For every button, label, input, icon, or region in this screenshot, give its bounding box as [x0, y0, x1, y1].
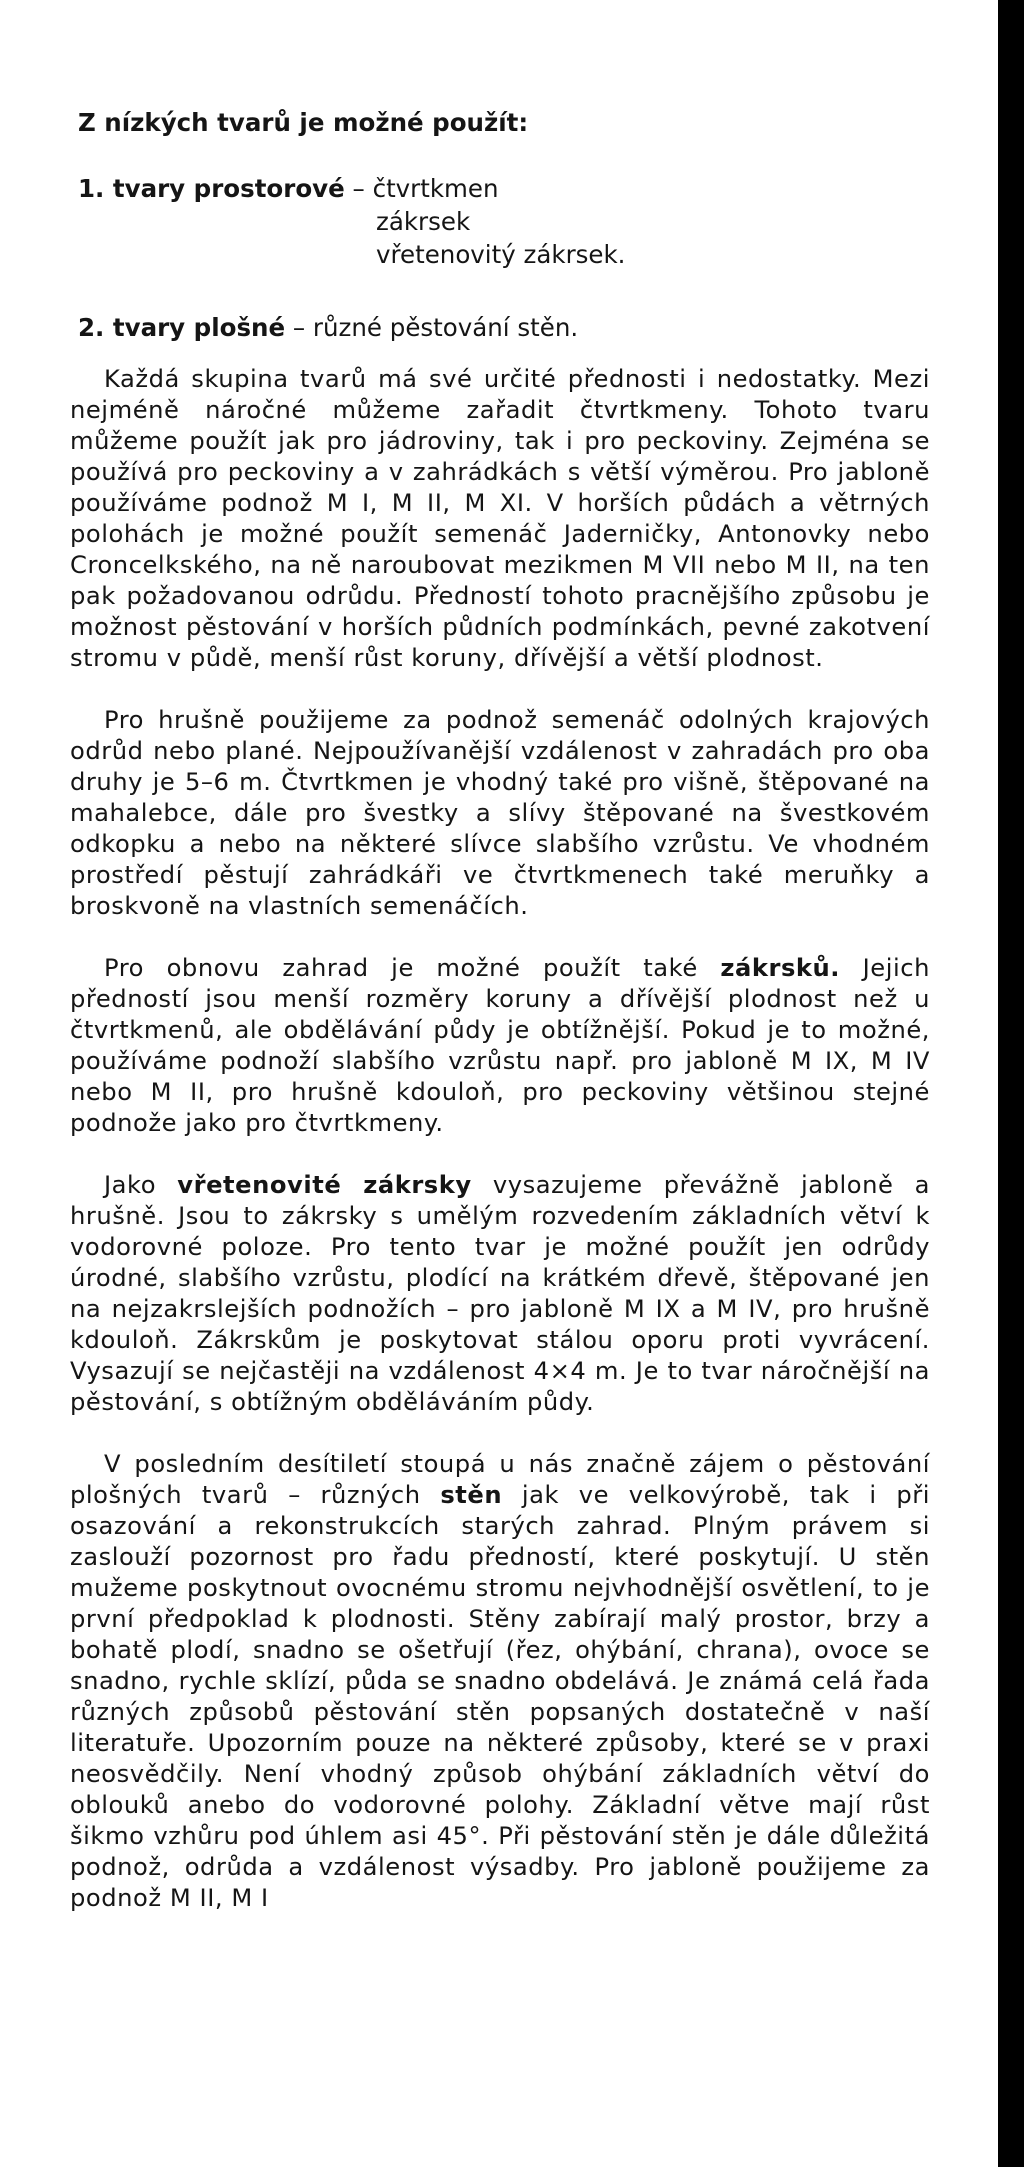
list-item-value: – různé pěstování stěn. — [285, 313, 579, 342]
list-item-dash: – — [344, 174, 373, 203]
bold-term: stěn — [440, 1481, 503, 1509]
tree-shapes-list — [78, 172, 625, 344]
text-run: vysazujeme převážně jabloně a hrušně. Jsou to zákrsky s umělým rozvedením základních větví k vodorovné poloze. Pro tento tvar je možné použít jen odrůdy úrodné, slabšího vzrůstu, plodící na krátkém dřevě, štěpované jen na nejzakrslejších podnožích – pro jabloně M IX a M IV, pro hrušně kdouloň. Zákrskům je poskytovat stálou oporu proti vyvrácení. Vysazují se nejčastěji na vzdálenost 4×4 m. Je to tvar náročnější na pěstování, s obtížným obděláváním půdy. — [70, 1171, 930, 1416]
text-run: V posledním desítiletí stoupá u nás značně zájem o pěstování plošných tvarů – různých — [70, 1450, 930, 1509]
bold-term: zákrsků. — [720, 954, 841, 982]
paragraph-espaliers — [70, 1449, 930, 1914]
paragraph-dwarf-trees — [70, 953, 930, 1139]
page-heading: Z nízkých tvarů je možné použít: — [78, 108, 529, 137]
list-subitem: zákrsek — [376, 207, 471, 236]
list-item-value: čtvrtkmen — [372, 174, 499, 203]
list-item-planar — [78, 311, 625, 344]
paragraph-pears: Pro hrušně použijeme za podnož semenáč odolných krajových odrůd nebo plané. Nejpoužívanější vzdálenost v zahradách pro oba druhy je 5–6 m. Čtvrtkmen je vhodný také pro višně, štěpované na mahalebce, dále pro švestky a slívy štěpované na švestkovém odkopku a nebo na některé slívce slabšího vzrůstu. Ve vhodném prostředí pěstují zahrádkáři ve čtvrtkmenech také meruňky a broskvoně na vlastních semenáčích. — [70, 706, 930, 920]
list-item-spatial — [78, 172, 625, 205]
paragraph-spindle-trees — [70, 1170, 930, 1418]
paragraph-shapes-overview: Každá skupina tvarů má své určité přednosti i nedostatky. Mezi nejméně náročné můžeme zařadit čtvrtkmeny. Tohoto tvaru můžeme použít jak pro jádroviny, tak i pro peckoviny. Zejména se používá pro peckoviny a v zahrádkách s větší výměrou. Pro jabloně používáme podnož M I, M II, M XI. V horších půdách a větrných polohách je možné použít semenáč Jaderničky, Antonovky nebo Croncelkského, na ně naroubovat mezikmen M VII nebo M II, na ten pak požadovanou odrůdu. Předností tohoto pracnějšího způsobu je možnost pěstování v horších půdních podmínkách, pevné zakotvení stromu v půdě, menší růst koruny, dřívější a větší plodnost. — [70, 365, 930, 672]
text-run: Jako — [104, 1171, 178, 1199]
body-text — [70, 364, 930, 1945]
text-run: Jejich předností jsou menší rozměry koruny a dřívější plodnost než u čtvrtkmenů, ale obdělávání půdy je obtížnější. Pokud je to možné, používáme podnoží slabšího vzrůstu např. pro jabloně M IX, M IV nebo M II, pro hrušně kdouloň, pro peckoviny většinou stejné podnože jako pro čtvrtkmeny. — [70, 954, 930, 1137]
list-item-label: 2. tvary plošné — [78, 313, 286, 342]
text-run: Pro obnovu zahrad je možné použít také — [104, 954, 721, 982]
bold-term: vřetenovité zákrsky — [177, 1171, 472, 1199]
list-item-label: 1. tvary prostorové — [78, 174, 345, 203]
list-subitem: vřetenovitý zákrsek. — [376, 240, 626, 269]
text-run: jak ve velkovýrobě, tak i při osazování a rekonstrukcích starých zahrad. Plným právem si zaslouží pozornost pro řadu předností, které poskytují. U stěn mužeme poskytnout ovocnému stromu nejvhodnější osvětlení, to je první předpoklad k plodnosti. Stěny zabírají malý prostor, brzy a bohatě plodí, snadno se ošetřují (řez, ohýbání, chrana), ovoce se snadno, rychle sklízí, půda se snadno obdelává. Je známá celá řada různých způsobů pěstování stěn popsaných dostatečně v naší literatuře. Upozorním pouze na některé způsoby, které se v praxi neosvědčily. Není vhodný způsob ohýbání základních větví do oblouků anebo do vodorovné polohy. Základní větve mají růst šikmo vzhůru pod úhlem asi 45°. Při pěstování stěn je dále důležitá podnož, odrůda a vzdálenost výsadby. Pro jabloně použijeme za podnož M II, M I — [70, 1481, 931, 1912]
